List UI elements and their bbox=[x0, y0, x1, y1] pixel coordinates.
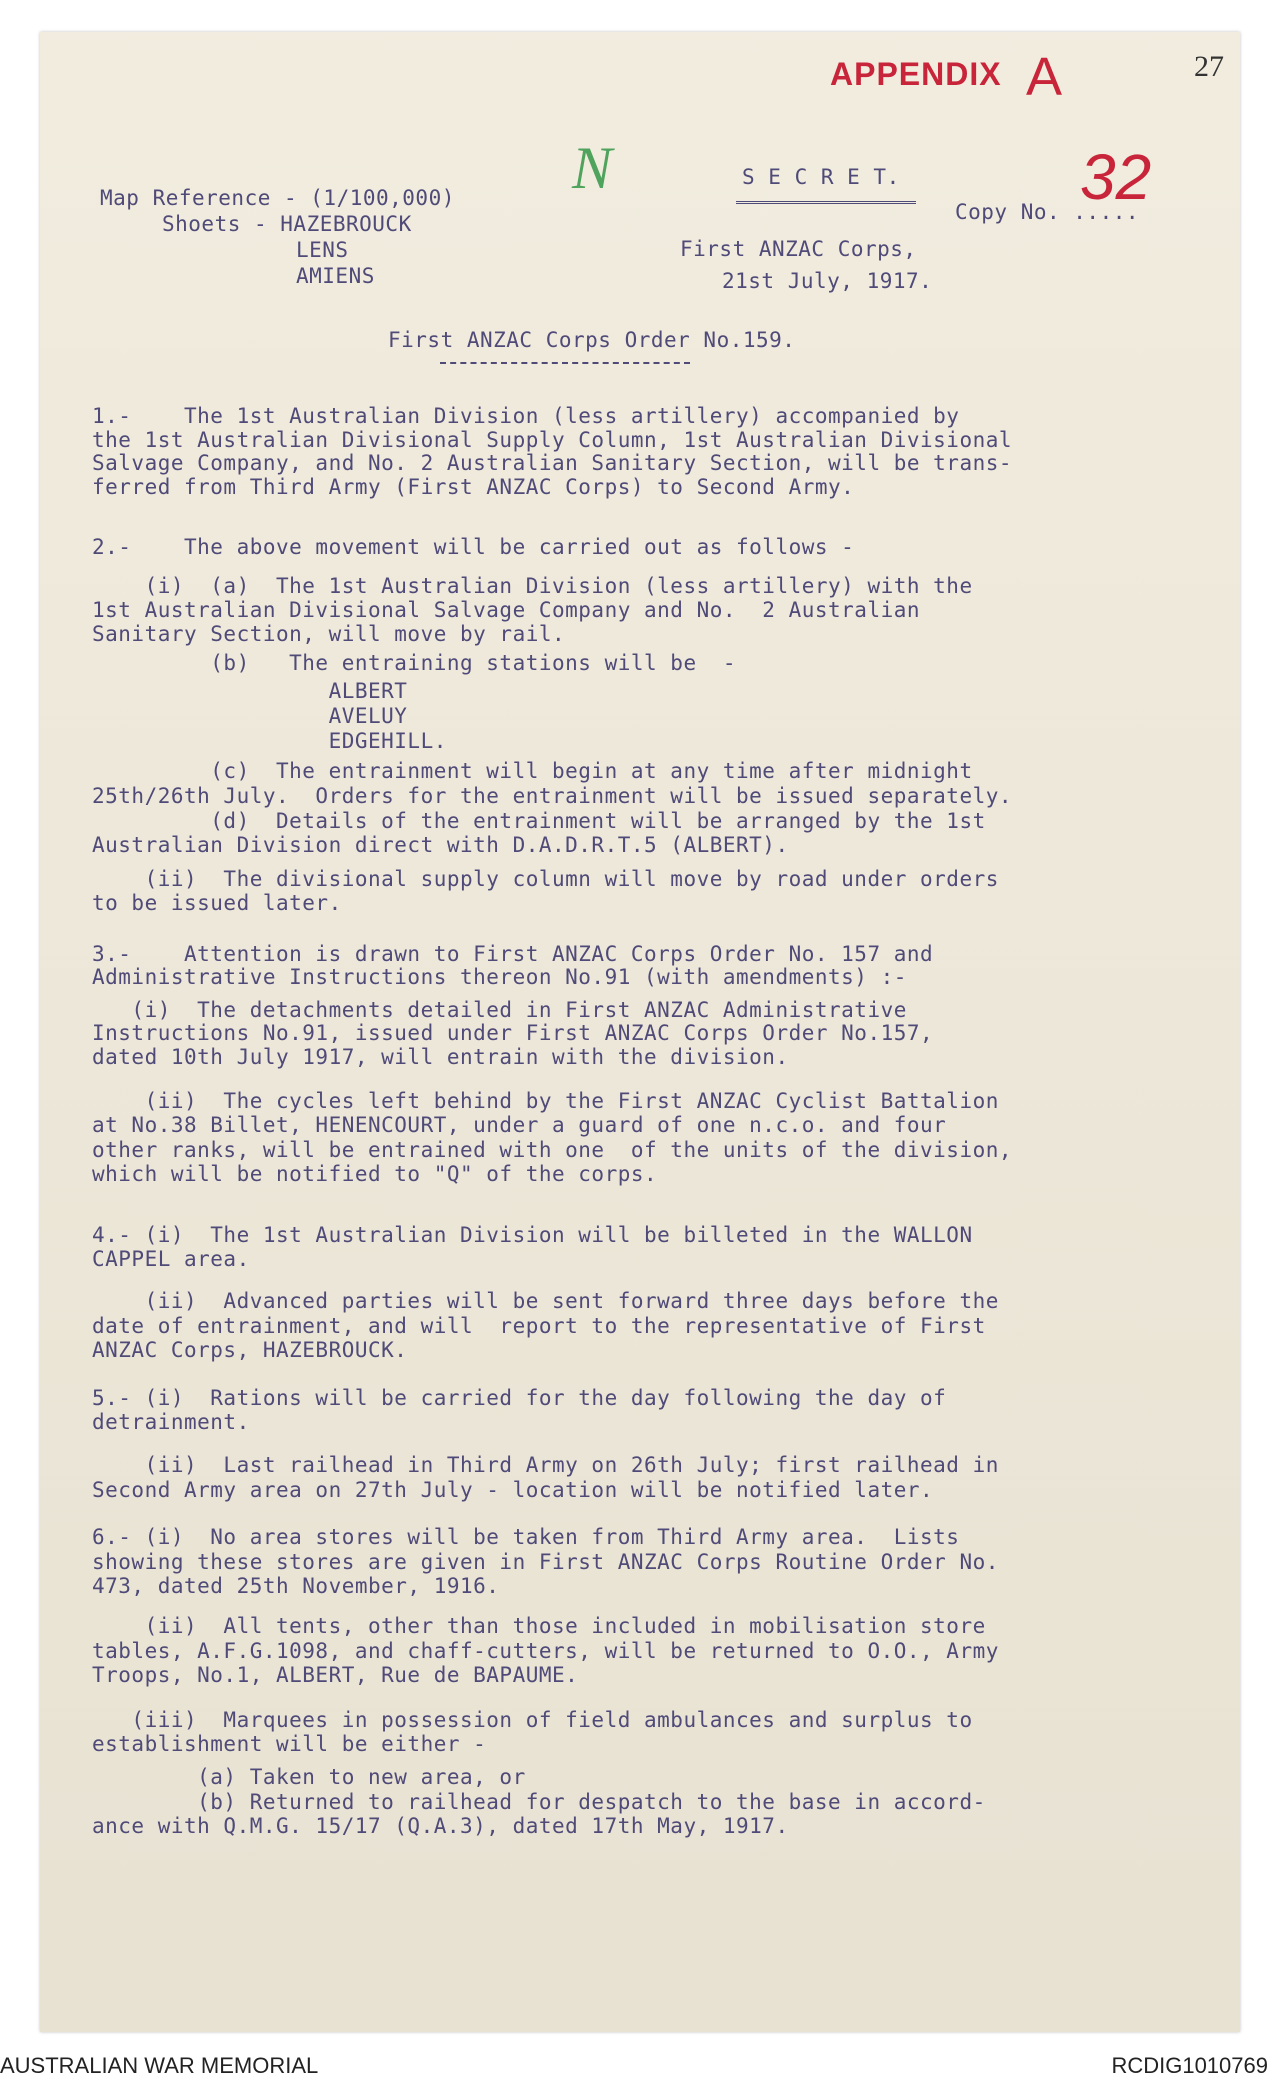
order-text-line: CAPPEL area. bbox=[92, 1247, 250, 1271]
order-text-line: 1.- The 1st Australian Division (less artillery) accompanied by bbox=[92, 404, 960, 428]
title-underline bbox=[440, 362, 690, 364]
order-text-line: showing these stores are given in First ANZAC Corps Routine Order No. bbox=[92, 1550, 999, 1574]
order-text-line: 3.- Attention is drawn to First ANZAC Corps Order No. 157 and bbox=[92, 942, 934, 966]
order-text-line: (ii) Advanced parties will be sent forward three days before the bbox=[92, 1289, 999, 1313]
order-text-line: (ii) All tents, other than those included in mobilisation store bbox=[92, 1614, 986, 1638]
order-text-line: dated 10th July 1917, will entrain with the division. bbox=[92, 1045, 789, 1069]
order-text-line: tables, A.F.G.1098, and chaff-cutters, will be returned to O.O., Army bbox=[92, 1639, 999, 1663]
order-text-line: other ranks, will be entrained with one of the units of the division, bbox=[92, 1138, 1013, 1162]
order-text-line: detrainment. bbox=[92, 1410, 250, 1434]
order-text-line: 25th/26th July. Orders for the entrainment will be issued separately. bbox=[92, 784, 1013, 808]
order-text-line: date of entrainment, and will report to the representative of First bbox=[92, 1314, 986, 1338]
order-text-line: ance with Q.M.G. 15/17 (Q.A.3), dated 17th May, 1917. bbox=[92, 1814, 789, 1838]
order-text-line: 473, dated 25th November, 1916. bbox=[92, 1574, 500, 1598]
order-text-line: (b) Returned to railhead for despatch to the base in accord- bbox=[92, 1790, 986, 1814]
order-title: First ANZAC Corps Order No.159. bbox=[388, 328, 796, 352]
order-text-line: (i) (a) The 1st Australian Division (less artillery) with the bbox=[92, 574, 973, 598]
order-text-line: which will be notified to "Q" of the corps. bbox=[92, 1162, 658, 1186]
secret-heading: S E C R E T. bbox=[742, 165, 900, 189]
order-text-line: Australian Division direct with D.A.D.R.T.5 (ALBERT). bbox=[92, 833, 789, 857]
issuing-headquarters: First ANZAC Corps, bbox=[680, 237, 917, 261]
order-text-line: (i) The detachments detailed in First ANZAC Administrative bbox=[92, 998, 907, 1022]
archive-reference: RCDIG1010769 bbox=[1111, 2053, 1268, 2078]
map-reference: Map Reference - (1/100,000) bbox=[100, 186, 455, 210]
order-text-line: 6.- (i) No area stores will be taken from Third Army area. Lists bbox=[92, 1525, 960, 1549]
order-text-line: ALBERT bbox=[92, 679, 408, 703]
order-text-line: ferred from Third Army (First ANZAC Corps) to Second Army. bbox=[92, 475, 855, 499]
order-text-line: EDGEHILL. bbox=[92, 729, 447, 753]
appendix-stamp: APPENDIX bbox=[830, 56, 1002, 92]
copy-number-label: Copy No. ..... bbox=[955, 200, 1140, 224]
order-text-line: (iii) Marquees in possession of field ambulances and surplus to bbox=[92, 1708, 973, 1732]
copy-number-handwritten: 32 bbox=[1080, 141, 1152, 213]
order-text-line: Troops, No.1, ALBERT, Rue de BAPAUME. bbox=[92, 1663, 579, 1687]
order-text-line: (d) Details of the entrainment will be arranged by the 1st bbox=[92, 809, 986, 833]
secret-underline bbox=[736, 201, 916, 204]
order-text-line: the 1st Australian Divisional Supply Column, 1st Australian Divisional bbox=[92, 428, 1013, 452]
order-text-line: ANZAC Corps, HAZEBROUCK. bbox=[92, 1338, 408, 1362]
order-text-line: (c) The entrainment will begin at any time after midnight bbox=[92, 759, 973, 783]
map-sheet: Shoets - HAZEBROUCK bbox=[162, 212, 412, 236]
order-text-line: Instructions No.91, issued under First ANZAC Corps Order No.157, bbox=[92, 1021, 934, 1045]
map-sheet: LENS bbox=[296, 238, 349, 262]
order-text-line: to be issued later. bbox=[92, 891, 342, 915]
order-text-line: (ii) The cycles left behind by the First ANZAC Cyclist Battalion bbox=[92, 1089, 999, 1113]
order-text-line: (b) The entraining stations will be - bbox=[92, 651, 737, 675]
order-text-line: Administrative Instructions thereon No.91 (with amendments) :- bbox=[92, 965, 907, 989]
order-text-line: (ii) Last railhead in Third Army on 26th July; first railhead in bbox=[92, 1453, 999, 1477]
order-text-line: (ii) The divisional supply column will move by road under orders bbox=[92, 867, 999, 891]
order-text-line: 1st Australian Divisional Salvage Company and No. 2 Australian bbox=[92, 598, 921, 622]
order-text-line: establishment will be either - bbox=[92, 1732, 487, 1756]
order-text-line: 5.- (i) Rations will be carried for the day following the day of bbox=[92, 1386, 947, 1410]
handwritten-initials: N bbox=[572, 135, 613, 201]
page-number: 27 bbox=[1194, 50, 1224, 83]
order-text-line: 2.- The above movement will be carried out as follows - bbox=[92, 535, 855, 559]
order-text-line: 4.- (i) The 1st Australian Division will be billeted in the WALLON bbox=[92, 1223, 973, 1247]
archive-credit: AUSTRALIAN WAR MEMORIAL bbox=[0, 2053, 319, 2078]
order-text-line: Sanitary Section, will move by rail. bbox=[92, 622, 566, 646]
order-text-line: (a) Taken to new area, or bbox=[92, 1765, 526, 1789]
map-sheet: AMIENS bbox=[296, 264, 375, 288]
appendix-letter: A bbox=[1026, 47, 1063, 107]
order-text-line: Second Army area on 27th July - location will be notified later. bbox=[92, 1478, 934, 1502]
order-text-line: at No.38 Billet, HENENCOURT, under a guard of one n.c.o. and four bbox=[92, 1113, 947, 1137]
order-text-line: AVELUY bbox=[92, 704, 408, 728]
order-text-line: Salvage Company, and No. 2 Australian Sanitary Section, will be trans- bbox=[92, 451, 1013, 475]
order-date: 21st July, 1917. bbox=[722, 269, 933, 293]
